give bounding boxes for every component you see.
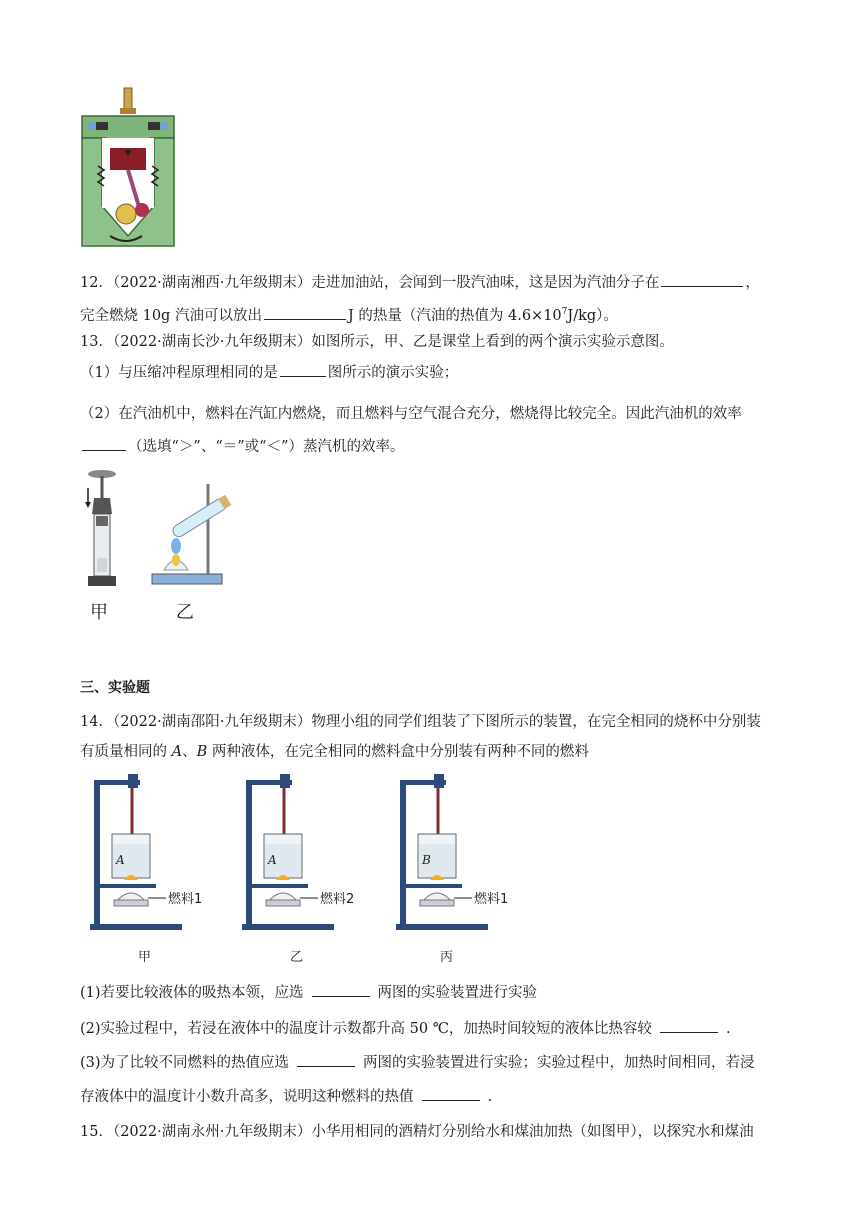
question-13-part-1: （1）与压缩冲程原理相同的是 图所示的演示实验； (80, 362, 458, 383)
question-14-sub-2: (2)实验过程中，若浸在液体中的温度计示数都升高 50 ℃，加热时间较短的液体比热容较 . (80, 1018, 731, 1039)
question-14-line-1: 14．（2022·湖南邵阳·九年级期末）物理小组的同学们组装了下图所示的装置，在完全相同的烧杯中分别装 (80, 714, 761, 730)
question-13-part-2: （2）在汽油机中，燃料在汽缸内燃烧，而且燃料与空气混合充分，燃烧得比较完全。因此汽油机的效率 (80, 406, 742, 422)
answer-blank[interactable] (660, 1018, 718, 1033)
answer-blank[interactable] (82, 436, 126, 451)
liquid-label: A (116, 853, 125, 867)
answer-blank[interactable] (264, 305, 346, 320)
question-12-line-1: 12．（2022·湖南湘西·九年级期末）走进加油站，会闻到一股汽油味，这是因为汽油分子在 ， (80, 272, 760, 293)
answer-blank[interactable] (312, 982, 370, 997)
liquid-label: B (422, 853, 431, 867)
question-14-sub-1: (1)若要比较液体的吸热本领，应选 两图的实验装置进行实验 (80, 982, 537, 1003)
question-14-sub-3-cont: 存液体中的温度计小数升高多，说明这种燃料的热值 . (80, 1086, 492, 1107)
apparatus-figure-bing (392, 772, 522, 932)
engine-cylinder-figure (80, 86, 176, 256)
apparatus-figure-jia (86, 772, 216, 932)
answer-blank[interactable] (280, 362, 326, 377)
answer-blank[interactable] (661, 272, 743, 287)
question-15-line-1: 15．（2022·湖南永州·九年级期末）小华用相同的酒精灯分别给水和煤油加热（如图甲），以探究水和煤油 (80, 1124, 754, 1140)
question-13-intro: 13．（2022·湖南长沙·九年级期末）如图所示，甲、乙是课堂上看到的两个演示实验示意图。 (80, 334, 674, 350)
figure-caption: 甲 (138, 950, 152, 965)
liquid-label: A (268, 853, 277, 867)
apparatus-figure-yi (238, 772, 368, 932)
question-13-part-2-cont: （选填“＞”、“＝”或“＜”）蒸汽机的效率。 (80, 436, 404, 457)
figure-caption: 丙 (440, 950, 454, 965)
fuel-label: 燃料1 (168, 892, 203, 907)
fuel-label: 燃料2 (320, 892, 355, 907)
question-12-line-2: 完全燃烧 10g 汽油可以放出 J 的热量（汽油的热值为 $4.6\times 10^7J/kg$）。 (80, 302, 618, 326)
answer-blank[interactable] (297, 1052, 355, 1067)
question-14-sub-3: (3)为了比较不同燃料的热值应选 两图的实验装置进行实验；实验过程中，加热时间相同，若浸 (80, 1052, 755, 1073)
figure-label-yi: 乙 (176, 602, 194, 623)
answer-blank[interactable] (422, 1086, 480, 1101)
steam-test-tube-figure (146, 480, 236, 590)
figure-label-jia: 甲 (90, 602, 108, 623)
fuel-label: 燃料1 (474, 892, 509, 907)
question-14-line-2: 有质量相同的 A、B 两种液体，在完全相同的燃料盒中分别装有两种不同的燃料 (80, 744, 589, 760)
air-compression-figure (80, 468, 126, 594)
figure-caption: 乙 (290, 950, 304, 965)
section-title: 三、实验题 (80, 680, 150, 696)
